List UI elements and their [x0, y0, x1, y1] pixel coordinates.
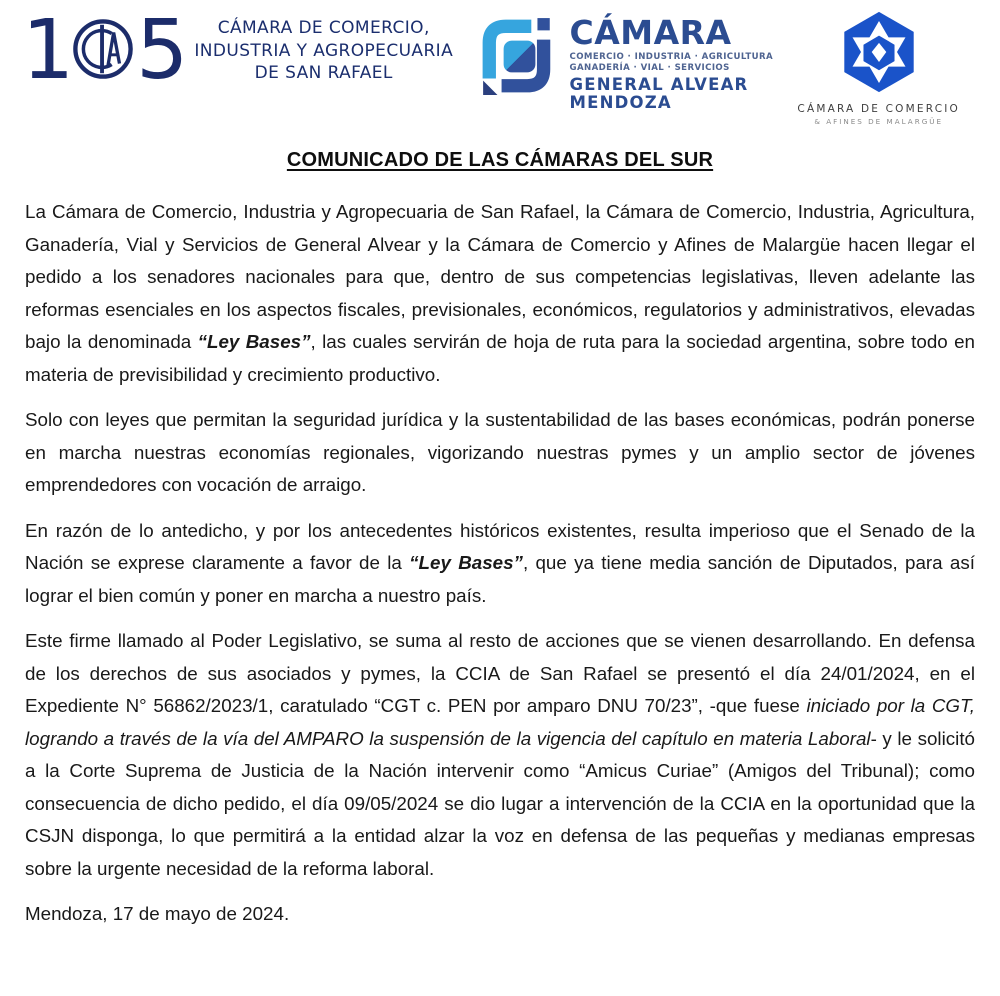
text-segment: Este firme llamado al Poder Legislativo, se suma al resto de acciones que se vienen desarrollando. En defensa de los derechos de sus asociados y pymes, la CCIA de San Rafael se presentó el día 24/01/2024, en el Expediente N° 56862/2023/1, caratulado “CGT c. PEN por amparo DNU 70/23”, -que fuese	[25, 630, 975, 716]
logos-header	[0, 0, 1000, 126]
closing-date: Mendoza, 17 de mayo de 2024.	[25, 903, 290, 924]
paragraph-4	[25, 625, 975, 885]
general-alvear-subtitle2: GANADERÍA · VIAL · SERVICIOS	[569, 63, 730, 73]
document-title: COMUNICADO DE LAS CÁMARAS DEL SUR	[286, 149, 714, 171]
text-segment: Solo con leyes que permitan la seguridad jurídica y la sustentabilidad de las bases económicas, podrán ponerse en marcha nuestras economías regionales, vigorizando nuestras pymes y un amplio sector de jóvenes emprendedores con vocación de arraigo.	[25, 409, 975, 495]
digit-5: 5	[136, 3, 185, 98]
text-segment: , que ya tiene media sanción de Diputados, para así lograr el bien común y poner en marcha a nuestro país.	[25, 552, 975, 606]
san-rafael-line3: DE SAN RAFAEL	[254, 63, 393, 84]
paragraph-2	[25, 404, 975, 502]
san-rafael-logo-text	[194, 17, 453, 84]
san-rafael-logo	[22, 3, 454, 98]
malargue-hexagon-icon	[837, 10, 921, 99]
text-segment: , las cuales servirán de hoja de ruta para la sociedad argentina, sobre todo en materia de previsibilidad y crecimiento productivo.	[25, 331, 975, 385]
communique-body	[0, 149, 1000, 931]
general-alvear-square-icon	[478, 14, 560, 103]
general-alvear-subtitle1: COMERCIO · INDUSTRIA · AGRICULTURA	[569, 52, 774, 62]
text-segment: “Ley Bases”	[197, 331, 311, 352]
general-alvear-title: CÁMARA	[569, 13, 732, 52]
cia-monogram-icon	[72, 18, 134, 85]
malargue-line2: & AFINES DE MALARGÜE	[814, 117, 944, 126]
paragraph-3	[25, 515, 975, 613]
text-segment: - y le solicitó a la Corte Suprema de Justicia de la Nación intervenir como “Amicus Curiae” (Amigos del Tribunal); como consecuencia de dicho pedido, el día 09/05/2024 se dio lugar a intervención de la CCIA en la oportunidad que la CSJN disponga, lo que permitirá a la entidad alzar la voz en defensa de las pequeñas y medianas empresas sobre la urgente necesidad de la reforma laboral.	[25, 727, 975, 879]
text-segment: iniciado por la CGT, logrando a través de la vía del AMPARO la suspensión de la vigencia del capítulo en materia Laboral	[25, 695, 975, 749]
malargue-logo	[797, 10, 960, 126]
text-segment: En razón de lo antedicho, y por los antecedentes históricos existentes, resulta imperioso que el Senado de la Nación se exprese claramente a favor de la	[25, 519, 975, 573]
general-alvear-logo-text	[569, 13, 774, 113]
text-segment: “Ley Bases”	[409, 552, 523, 573]
malargue-line1: CÁMARA DE COMERCIO	[797, 103, 960, 115]
general-alvear-logo	[478, 14, 774, 112]
text-segment: La Cámara de Comercio, Industria y Agropecuaria de San Rafael, la Cámara de Comercio, Industria, Agricultura, Ganadería, Vial y Servicios de General Alvear y la Cámara de Comercio y Afines de Malargüe hacen llegar el pedido a los senadores nacionales para que, dentro de sus competencias legislativas, lleven adelante las reformas esenciales en los aspectos fiscales, previsionales, económicos, regulatorios y administrativos, elevadas bajo la denominada	[25, 201, 975, 352]
san-rafael-line1: CÁMARA DE COMERCIO,	[217, 18, 430, 39]
paragraph-1	[25, 196, 975, 391]
general-alvear-line3: GENERAL ALVEAR	[569, 75, 749, 94]
san-rafael-105-mark	[22, 3, 185, 98]
digit-1: 1	[22, 3, 71, 98]
san-rafael-line2: INDUSTRIA Y AGROPECUARIA	[194, 40, 454, 61]
general-alvear-line4: MENDOZA	[569, 93, 672, 113]
